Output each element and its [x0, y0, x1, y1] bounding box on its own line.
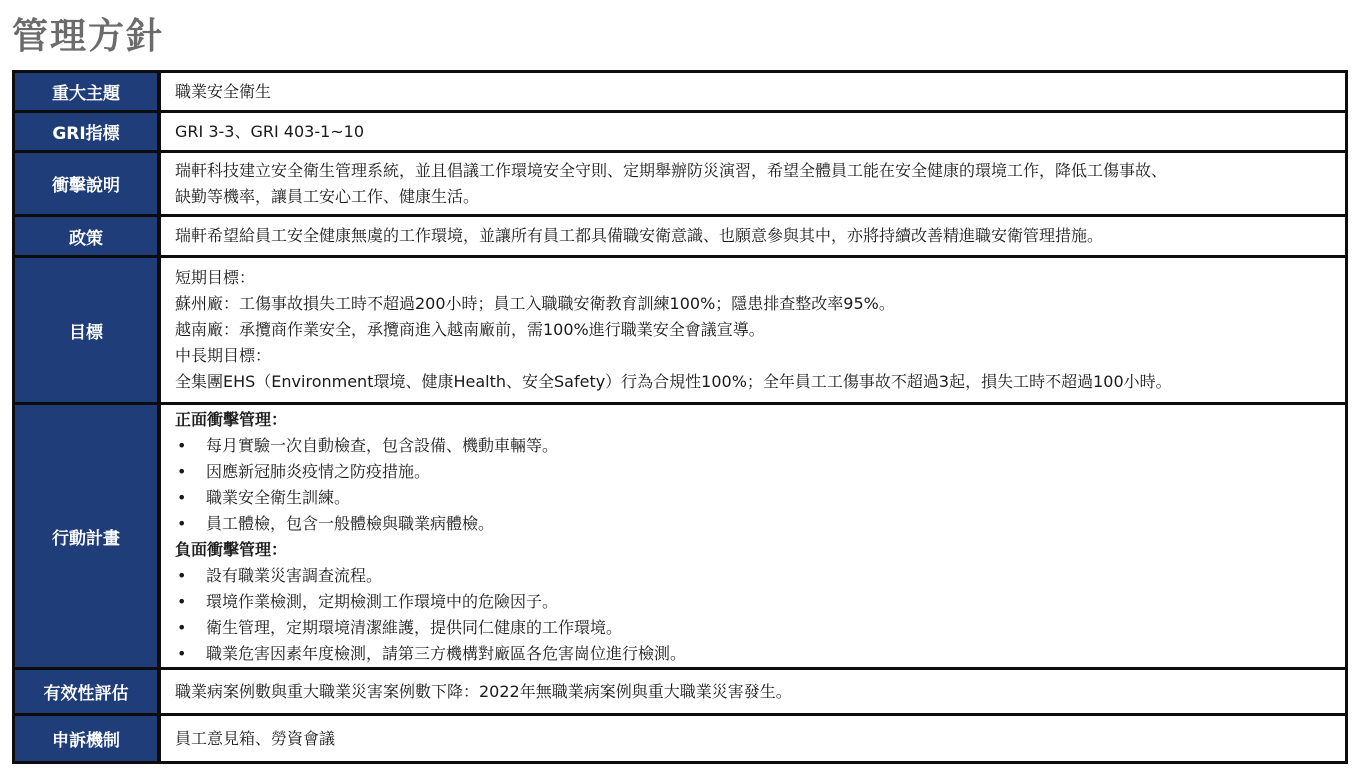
table-row-topic: [15, 73, 1345, 110]
list-item-text: 設有職業災害調查流程。: [206, 566, 383, 585]
list-item-text: 職業安全衛生訓練。: [206, 488, 351, 507]
row-label-impact: 衝擊說明: [15, 153, 157, 214]
list-item: [175, 589, 1331, 615]
policy-text: 瑞軒希望給員工安全健康無虞的工作環境，並讓所有員工都具備職安衛意識、也願意參與其中，亦將持續改善精進職安衛管理措施。: [175, 226, 1104, 245]
page-title: 管理方針: [12, 16, 165, 57]
goals-line: 短期目標：: [175, 268, 256, 287]
positive-impact-heading: 正面衝擊管理：: [175, 410, 288, 429]
table-row-action: [15, 405, 1345, 667]
list-item: [175, 485, 1331, 511]
evaluation-text: 職業病案例數與重大職業災害案例數下降：2022年無職業病案例與重大職業災害發生。: [175, 681, 792, 701]
table-row-evaluation: [15, 670, 1345, 713]
impact-line: 瑞軒科技建立安全衛生管理系統，並且倡議工作環境安全守則、定期舉辦防災演習，希望全體員工能在安全健康的環境工作，降低工傷事故、: [175, 161, 1168, 180]
row-label-topic: 重大主題: [15, 73, 157, 110]
row-label-evaluation: 有效性評估: [15, 670, 157, 713]
goals-line: 中長期目標：: [175, 346, 272, 365]
list-item-text: 每月實驗一次自動檢查，包含設備、機動車輛等。: [206, 436, 559, 455]
row-value-action: [161, 405, 1345, 667]
goals-line: 全集團EHS（Environment環境、健康Health、安全Safety）行為合規性100%；全年員工工傷事故不超過3起，損失工時不超過100小時。: [175, 372, 1172, 391]
table-row-goals: [15, 258, 1345, 402]
table-row-impact: [15, 153, 1345, 214]
list-item-text: 因應新冠肺炎疫情之防疫措施。: [206, 462, 431, 481]
list-item-text: 職業危害因素年度檢測，請第三方機構對廠區各危害崗位進行檢測。: [206, 644, 687, 663]
row-label-grievance: 申訴機制: [15, 716, 157, 761]
table-row-policy: [15, 217, 1345, 255]
list-item-text: 員工體檢，包含一般體檢與職業病體檢。: [206, 514, 495, 533]
bullet-icon: •: [177, 618, 187, 637]
negative-impact-heading: 負面衝擊管理：: [175, 540, 288, 559]
grievance-text: 員工意見箱、勞資會議: [175, 728, 336, 748]
row-label-action: 行動計畫: [15, 405, 157, 667]
list-item-text: 環境作業檢測，定期檢測工作環境中的危險因子。: [206, 592, 559, 611]
table-row-gri: [15, 113, 1345, 150]
list-item: [175, 433, 1331, 459]
list-item: [175, 615, 1331, 641]
row-label-gri: GRI指標: [15, 113, 157, 150]
list-item: [175, 511, 1331, 537]
bullet-icon: •: [177, 488, 187, 507]
list-item-text: 衛生管理，定期環境清潔維護，提供同仁健康的工作環境。: [206, 618, 623, 637]
list-item: [175, 641, 1331, 667]
topic-text: 職業安全衛生: [175, 81, 272, 101]
bullet-icon: •: [177, 514, 187, 533]
management-approach-table: [12, 70, 1348, 764]
bullet-icon: •: [177, 592, 187, 611]
row-label-goals: 目標: [15, 258, 157, 402]
row-value-impact: [161, 153, 1345, 214]
row-value-grievance: [161, 716, 1345, 761]
impact-line: 缺勤等機率，讓員工安心工作、健康生活。: [175, 187, 480, 206]
row-value-topic: [161, 73, 1345, 110]
table-row-grievance: [15, 716, 1345, 761]
row-value-gri: [161, 113, 1345, 150]
row-label-policy: 政策: [15, 217, 157, 255]
gri-text: GRI 3-3、GRI 403-1~10: [175, 121, 365, 141]
row-value-goals: [161, 258, 1345, 402]
bullet-icon: •: [177, 566, 187, 585]
goals-line: 蘇州廠：工傷事故損失工時不超過200小時；員工入職職安衛教育訓練100%；隱患排查整改率95%。: [175, 294, 895, 313]
bullet-icon: •: [177, 436, 187, 455]
goals-line: 越南廠：承攬商作業安全，承攬商進入越南廠前，需100%進行職業安全會議宣導。: [175, 320, 765, 339]
row-value-policy: [161, 217, 1345, 255]
bullet-icon: •: [177, 644, 187, 663]
bullet-icon: •: [177, 462, 187, 481]
list-item: [175, 563, 1331, 589]
row-value-evaluation: [161, 670, 1345, 713]
list-item: [175, 459, 1331, 485]
